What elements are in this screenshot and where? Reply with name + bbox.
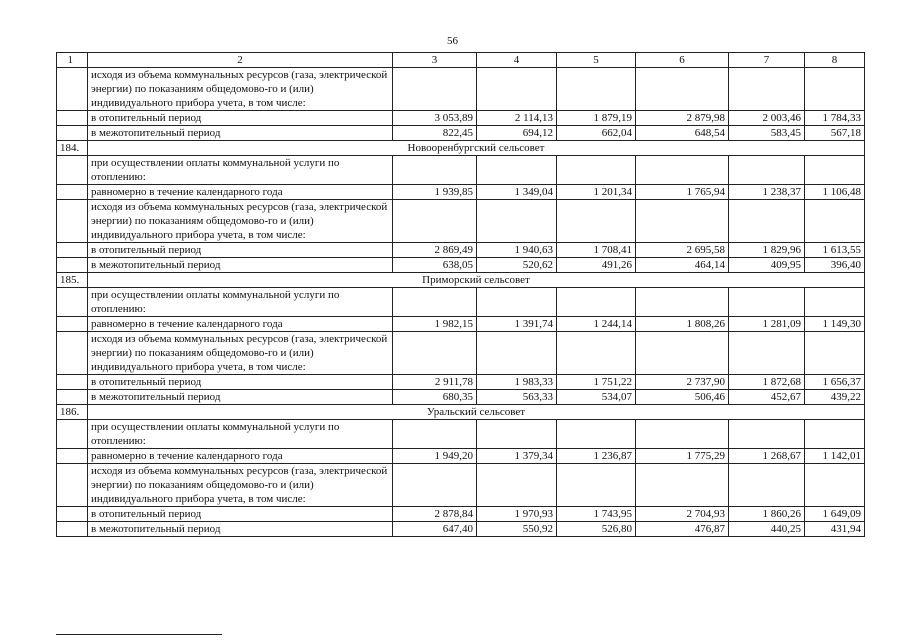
row-index-cell <box>57 68 88 111</box>
column-header: 2 <box>88 53 393 68</box>
value-cell: 1 613,55 <box>805 243 865 258</box>
row-index-cell <box>57 111 88 126</box>
section-header-row <box>57 273 865 288</box>
value-cell <box>557 420 636 449</box>
value-cell: 520,62 <box>477 258 557 273</box>
value-cell <box>557 156 636 185</box>
value-cell <box>477 200 557 243</box>
value-cell <box>393 68 477 111</box>
section-index: 185. <box>57 273 88 288</box>
row-index-cell <box>57 375 88 390</box>
value-cell: 1 236,87 <box>557 449 636 464</box>
row-label: исходя из объема коммунальных ресурсов (газа, электрической энергии) по показаниям общедомово-го и (или) индивидуального прибора учета, в том числе: <box>88 464 393 507</box>
row-index-cell <box>57 288 88 317</box>
value-cell <box>805 68 865 111</box>
page-number: 56 <box>447 35 458 47</box>
value-cell: 526,80 <box>557 522 636 537</box>
table-row <box>57 68 865 111</box>
value-cell: 1 142,01 <box>805 449 865 464</box>
value-cell: 2 869,49 <box>393 243 477 258</box>
value-cell <box>729 332 805 375</box>
value-cell: 2 114,13 <box>477 111 557 126</box>
value-cell: 3 053,89 <box>393 111 477 126</box>
value-cell: 2 003,46 <box>729 111 805 126</box>
value-cell: 2 878,84 <box>393 507 477 522</box>
value-cell: 439,22 <box>805 390 865 405</box>
section-index: 184. <box>57 141 88 156</box>
value-cell <box>557 288 636 317</box>
value-cell: 1 949,20 <box>393 449 477 464</box>
column-header: 5 <box>557 53 636 68</box>
row-label: исходя из объема коммунальных ресурсов (газа, электрической энергии) по показаниям общедомово-го и (или) индивидуального прибора учета, в том числе: <box>88 332 393 375</box>
value-cell <box>477 68 557 111</box>
value-cell: 563,33 <box>477 390 557 405</box>
value-cell <box>636 68 729 111</box>
value-cell: 1 281,09 <box>729 317 805 332</box>
value-cell: 1 939,85 <box>393 185 477 200</box>
column-header: 3 <box>393 53 477 68</box>
value-cell: 1 879,19 <box>557 111 636 126</box>
value-cell: 1 201,34 <box>557 185 636 200</box>
value-cell <box>393 332 477 375</box>
value-cell: 1 708,41 <box>557 243 636 258</box>
row-index-cell <box>57 449 88 464</box>
row-index-cell <box>57 507 88 522</box>
value-cell: 2 737,90 <box>636 375 729 390</box>
value-cell: 1 391,74 <box>477 317 557 332</box>
value-cell: 648,54 <box>636 126 729 141</box>
value-cell: 464,14 <box>636 258 729 273</box>
section-header-row <box>57 141 865 156</box>
value-cell: 2 704,93 <box>636 507 729 522</box>
row-label: в межотопительный период <box>88 522 393 537</box>
table-row <box>57 185 865 200</box>
value-cell: 1 983,33 <box>477 375 557 390</box>
value-cell <box>805 156 865 185</box>
row-label: при осуществлении оплаты коммунальной услуги по отоплению: <box>88 288 393 317</box>
table-row <box>57 522 865 537</box>
value-cell <box>557 200 636 243</box>
value-cell: 680,35 <box>393 390 477 405</box>
table-row <box>57 507 865 522</box>
row-index-cell <box>57 243 88 258</box>
value-cell: 567,18 <box>805 126 865 141</box>
value-cell <box>729 464 805 507</box>
value-cell: 396,40 <box>805 258 865 273</box>
row-label: равномерно в течение календарного года <box>88 449 393 464</box>
row-index-cell <box>57 390 88 405</box>
value-cell: 506,46 <box>636 390 729 405</box>
value-cell: 1 349,04 <box>477 185 557 200</box>
value-cell <box>393 288 477 317</box>
value-cell: 1 872,68 <box>729 375 805 390</box>
value-cell: 1 765,94 <box>636 185 729 200</box>
row-index-cell <box>57 185 88 200</box>
section-title: Приморский сельсовет <box>88 273 865 288</box>
row-label: при осуществлении оплаты коммунальной услуги по отоплению: <box>88 156 393 185</box>
column-header: 1 <box>57 53 88 68</box>
row-label: в межотопительный период <box>88 258 393 273</box>
value-cell: 1 940,63 <box>477 243 557 258</box>
row-index-cell <box>57 420 88 449</box>
value-cell: 694,12 <box>477 126 557 141</box>
table-row <box>57 332 865 375</box>
value-cell: 1 970,93 <box>477 507 557 522</box>
table-row <box>57 156 865 185</box>
table-row <box>57 243 865 258</box>
value-cell: 1 149,30 <box>805 317 865 332</box>
value-cell <box>805 332 865 375</box>
table-row <box>57 464 865 507</box>
value-cell: 1 656,37 <box>805 375 865 390</box>
value-cell: 2 879,98 <box>636 111 729 126</box>
table-row <box>57 288 865 317</box>
value-cell: 2 695,58 <box>636 243 729 258</box>
value-cell <box>557 68 636 111</box>
value-cell <box>636 332 729 375</box>
table-body <box>57 53 865 537</box>
row-label: в межотопительный период <box>88 126 393 141</box>
table-row <box>57 111 865 126</box>
row-index-cell <box>57 317 88 332</box>
value-cell <box>729 200 805 243</box>
table-row <box>57 258 865 273</box>
value-cell <box>729 156 805 185</box>
value-cell <box>477 464 557 507</box>
value-cell: 1 829,96 <box>729 243 805 258</box>
value-cell: 662,04 <box>557 126 636 141</box>
row-label: в отопительный период <box>88 507 393 522</box>
value-cell <box>557 332 636 375</box>
section-index: 186. <box>57 405 88 420</box>
row-label: исходя из объема коммунальных ресурсов (газа, электрической энергии) по показаниям общедомово-го и (или) индивидуального прибора учета, в том числе: <box>88 68 393 111</box>
value-cell: 409,95 <box>729 258 805 273</box>
value-cell <box>393 200 477 243</box>
value-cell: 1 244,14 <box>557 317 636 332</box>
value-cell: 491,26 <box>557 258 636 273</box>
value-cell <box>729 420 805 449</box>
value-cell: 476,87 <box>636 522 729 537</box>
value-cell: 583,45 <box>729 126 805 141</box>
table-row <box>57 390 865 405</box>
row-label: равномерно в течение календарного года <box>88 317 393 332</box>
value-cell: 431,94 <box>805 522 865 537</box>
row-label: в отопительный период <box>88 111 393 126</box>
value-cell: 1 238,37 <box>729 185 805 200</box>
value-cell <box>393 156 477 185</box>
value-cell: 647,40 <box>393 522 477 537</box>
value-cell: 440,25 <box>729 522 805 537</box>
column-header: 7 <box>729 53 805 68</box>
column-header: 6 <box>636 53 729 68</box>
row-label: в отопительный период <box>88 375 393 390</box>
value-cell: 822,45 <box>393 126 477 141</box>
value-cell: 1 751,22 <box>557 375 636 390</box>
value-cell: 1 808,26 <box>636 317 729 332</box>
row-index-cell <box>57 464 88 507</box>
value-cell <box>729 288 805 317</box>
section-title: Уральский сельсовет <box>88 405 865 420</box>
row-index-cell <box>57 258 88 273</box>
row-label: равномерно в течение календарного года <box>88 185 393 200</box>
table-row <box>57 375 865 390</box>
table-row <box>57 420 865 449</box>
value-cell: 1 784,33 <box>805 111 865 126</box>
value-cell: 1 649,09 <box>805 507 865 522</box>
value-cell <box>805 420 865 449</box>
row-label: в межотопительный период <box>88 390 393 405</box>
table-row <box>57 317 865 332</box>
value-cell: 638,05 <box>393 258 477 273</box>
value-cell: 1 268,67 <box>729 449 805 464</box>
row-index-cell <box>57 332 88 375</box>
value-cell <box>636 156 729 185</box>
value-cell: 550,92 <box>477 522 557 537</box>
value-cell <box>636 200 729 243</box>
row-index-cell <box>57 156 88 185</box>
section-title: Новооренбургский сельсовет <box>88 141 865 156</box>
value-cell: 1 860,26 <box>729 507 805 522</box>
column-header: 8 <box>805 53 865 68</box>
value-cell <box>477 332 557 375</box>
section-header-row <box>57 405 865 420</box>
value-cell <box>729 68 805 111</box>
row-label: исходя из объема коммунальных ресурсов (газа, электрической энергии) по показаниям общедомово-го и (или) индивидуального прибора учета, в том числе: <box>88 200 393 243</box>
value-cell <box>636 464 729 507</box>
value-cell: 2 911,78 <box>393 375 477 390</box>
row-index-cell <box>57 126 88 141</box>
value-cell <box>805 464 865 507</box>
table-row <box>57 126 865 141</box>
value-cell: 1 775,29 <box>636 449 729 464</box>
value-cell <box>636 288 729 317</box>
column-header: 4 <box>477 53 557 68</box>
value-cell: 1 743,95 <box>557 507 636 522</box>
value-cell: 1 106,48 <box>805 185 865 200</box>
value-cell <box>557 464 636 507</box>
value-cell: 1 379,34 <box>477 449 557 464</box>
value-cell <box>805 200 865 243</box>
value-cell <box>636 420 729 449</box>
value-cell <box>393 420 477 449</box>
value-cell <box>805 288 865 317</box>
table-row <box>57 200 865 243</box>
row-label: при осуществлении оплаты коммунальной услуги по отоплению: <box>88 420 393 449</box>
tariff-table <box>56 52 865 537</box>
row-index-cell <box>57 200 88 243</box>
value-cell <box>477 420 557 449</box>
row-index-cell <box>57 522 88 537</box>
row-label: в отопительный период <box>88 243 393 258</box>
value-cell: 1 982,15 <box>393 317 477 332</box>
table-row <box>57 449 865 464</box>
value-cell <box>393 464 477 507</box>
footnote-separator <box>56 634 222 635</box>
value-cell <box>477 288 557 317</box>
column-number-header-row <box>57 53 865 68</box>
value-cell: 452,67 <box>729 390 805 405</box>
value-cell <box>477 156 557 185</box>
value-cell: 534,07 <box>557 390 636 405</box>
